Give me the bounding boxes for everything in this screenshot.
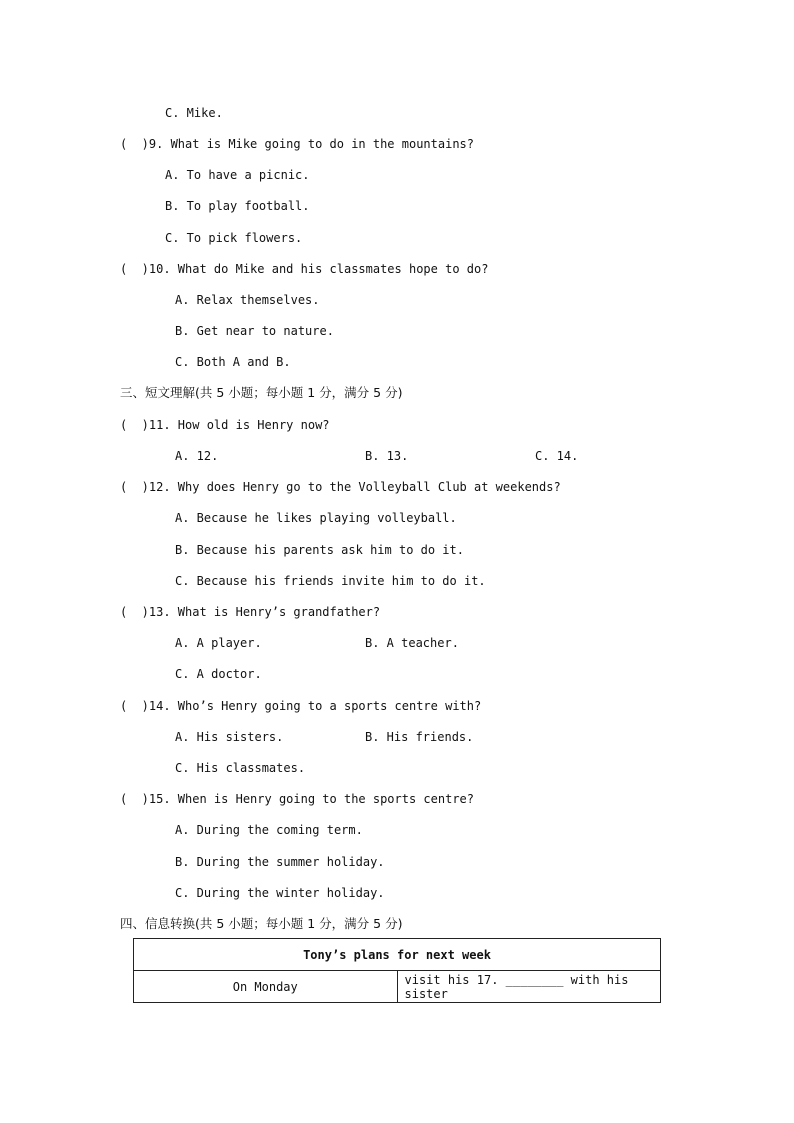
q12-option-c: C. Because his friends invite him to do it. (175, 574, 486, 588)
q12-option-b: B. Because his parents ask him to do it. (175, 543, 464, 557)
q11-stem: ( )11. How old is Henry now? (120, 418, 330, 432)
q10-option-b: B. Get near to nature. (175, 324, 334, 338)
q14-option-b: B. His friends. (365, 730, 474, 744)
q13-option-a: A. A player. (175, 636, 262, 650)
plans-table-header-row (134, 939, 661, 971)
q15-option-a: A. During the coming term. (175, 823, 363, 837)
q14-option-a: A. His sisters. (175, 730, 284, 744)
q13-option-c: C. A doctor. (175, 667, 262, 681)
q14-stem: ( )14. Who’s Henry going to a sports centre with? (120, 699, 482, 713)
plan-day-cell: On Monday (134, 971, 398, 1003)
plans-table-title: Tony’s plans for next week (134, 939, 661, 971)
q13-stem: ( )13. What is Henry’s grandfather? (120, 605, 381, 619)
plan-activity-cell: visit his 17. ________ with his sister (397, 971, 661, 1003)
q14-option-c: C. His classmates. (175, 761, 306, 775)
q8-option-c: C. Mike. (165, 106, 223, 120)
q13-option-b: B. A teacher. (365, 636, 459, 650)
q9-option-c: C. To pick flowers. (165, 231, 303, 245)
q9-option-b: B. To play football. (165, 199, 310, 213)
q9-option-a: A. To have a picnic. (165, 168, 310, 182)
q12-stem: ( )12. Why does Henry go to the Volleyball Club at weekends? (120, 480, 561, 494)
table-row (134, 971, 661, 1003)
q11-option-b: B. 13. (365, 449, 409, 463)
q9-stem: ( )9. What is Mike going to do in the mountains? (120, 137, 475, 151)
q10-stem: ( )10. What do Mike and his classmates hope to do? (120, 262, 489, 276)
q15-option-c: C. During the winter holiday. (175, 886, 385, 900)
section3-heading: 三、短文理解(共 5 小题；每小题 1 分，满分 5 分) (120, 385, 403, 400)
q12-option-a: A. Because he likes playing volleyball. (175, 511, 457, 525)
section4-heading: 四、信息转换(共 5 小题；每小题 1 分，满分 5 分) (120, 916, 403, 931)
plans-table (133, 938, 661, 1003)
q11-option-a: A. 12. (175, 449, 219, 463)
q15-option-b: B. During the summer holiday. (175, 855, 385, 869)
q11-option-c: C. 14. (535, 449, 579, 463)
q15-stem: ( )15. When is Henry going to the sports centre? (120, 792, 475, 806)
q10-option-c: C. Both A and B. (175, 355, 291, 369)
q10-option-a: A. Relax themselves. (175, 293, 320, 307)
